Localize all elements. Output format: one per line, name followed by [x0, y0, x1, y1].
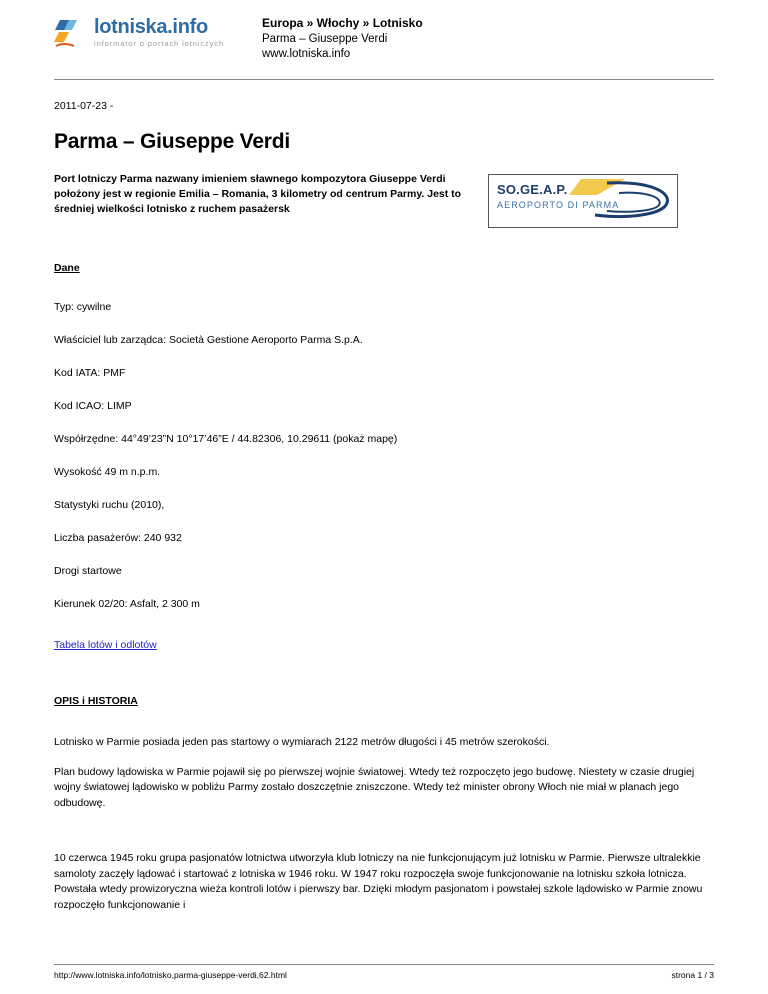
- dane-item: Drogi startowe: [54, 565, 122, 577]
- logo-text: [94, 17, 224, 49]
- document-date: 2011-07-23 -: [54, 100, 114, 112]
- dane-item: Współrzędne: 44°49’23”N 10°17’46”E / 44.82306, 10.29611 (pokaż mapę): [54, 433, 398, 445]
- intro-paragraph: Port lotniczy Parma nazwany imieniem sławnego kompozytora Giuseppe Verdi położony jest w regionie Emilia – Romania, 3 kilometry od centrum Parmy. Jest to średniej wielkości lotnisko z ruchem pasażersk: [54, 173, 462, 215]
- lotniska-logo-icon: [54, 16, 88, 50]
- breadcrumb: Europa » Włochy » Lotnisko: [262, 16, 423, 30]
- section-heading-dane: Dane: [54, 262, 80, 274]
- header-subtitle: Parma – Giuseppe Verdi: [262, 32, 388, 45]
- header-divider: [54, 79, 714, 80]
- sogeap-subtitle: AEROPORTO DI PARMA: [497, 200, 620, 210]
- section-heading-opis: OPIS i HISTORIA: [54, 695, 138, 707]
- footer-divider: [54, 964, 714, 965]
- intro-row: [54, 172, 714, 228]
- dane-list: [54, 300, 714, 611]
- dane-item: Wysokość 49 m n.p.m.: [54, 466, 161, 478]
- page-header: [54, 0, 714, 74]
- dane-item: Kod IATA: PMF: [54, 367, 126, 379]
- flight-table-link-row: [54, 635, 714, 653]
- sogeap-name: SO.GE.A.P.: [497, 182, 568, 197]
- logo-title: lotniska.info: [94, 16, 208, 38]
- logo-subtitle: informator o portach lotniczych: [94, 39, 225, 48]
- header-site-url: www.lotniska.info: [262, 48, 351, 60]
- opis-paragraph: 10 czerwca 1945 roku grupa pasjonatów lotnictwa utworzyła klub lotniczy na nie funkcjonującym już lotnisku w Parmie. Pierwsze ultralekkie samoloty zaczęły lądować i startować z lotniska w 1946 roku. W 1947 roku rozpoczęła swoje funkcjonowanie na lotnisku szkoła lotnicza. Powstała wtedy prowizoryczna wieża kontroli lotów i pierwszy bar. Dzięki młodym pasjonatom i powstałej szkole lądowisko w Parmie znowu rozpoczęło funkcjonowanie i: [54, 852, 703, 911]
- flight-table-link[interactable]: Tabela lotów i odlotów: [54, 639, 157, 651]
- dane-item: Typ: cywilne: [54, 301, 112, 313]
- dane-item: Właściciel lub zarządca: Società Gestione Aeroporto Parma S.p.A.: [54, 334, 363, 346]
- sogeap-swoosh-icon: [567, 175, 677, 228]
- dane-item: Statystyki ruchu (2010),: [54, 499, 165, 511]
- dane-item: Liczba pasażerów: 240 932: [54, 532, 182, 544]
- dane-item: Kierunek 02/20: Asfalt, 2 300 m: [54, 598, 200, 610]
- footer-page-number: strona 1 / 3: [671, 970, 714, 980]
- opis-paragraph: Plan budowy lądowiska w Parmie pojawił się po pierwszej wojnie światowej. Wtedy też rozpoczęto jego budowę. Niestety w czasie drugiej wojny światowej lądowisko w pobliżu Parmy zostało doszczętnie zniszczone. Wtedy też minister obrony Włoch nie miał w planach jego odbudowę.: [54, 765, 695, 809]
- dane-item: Kod ICAO: LIMP: [54, 400, 132, 412]
- header-breadcrumb-block: [262, 16, 423, 63]
- opis-paragraph: Lotnisko w Parmie posiada jeden pas startowy o wymiarach 2122 metrów długości i 45 metrów szerokości.: [54, 736, 550, 748]
- footer-url: http://www.lotniska.info/lotnisko,parma-giuseppe-verdi,62.html: [54, 970, 287, 980]
- sogeap-logo: [488, 174, 678, 228]
- footer-row: [54, 970, 714, 980]
- site-logo[interactable]: [54, 16, 254, 50]
- page-footer: [54, 964, 714, 980]
- page-title: Parma – Giuseppe Verdi: [54, 130, 291, 153]
